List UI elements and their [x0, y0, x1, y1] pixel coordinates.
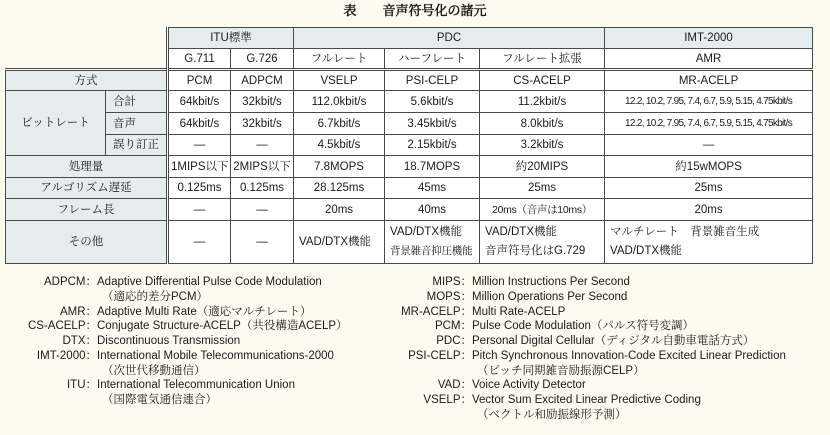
bitrate-total-cell: 32kbit/s — [231, 91, 294, 113]
bitrate-fec-cell: — — [605, 135, 813, 156]
glossary-abbr: MOPS： — [426, 290, 472, 303]
complexity-cell: 7.8MOPS — [294, 156, 385, 178]
glossary-desc: International Telecommunication Union — [97, 379, 295, 392]
other-row — [6, 221, 813, 264]
glossary-desc: Million Instructions Per Second — [472, 276, 630, 288]
row-label-bitrate: ビットレート — [6, 91, 106, 156]
bitrate-total-cell: 64kbit/s — [168, 91, 231, 113]
glossary-desc: Personal Digital Cellular（ディジタル自動車電話方式） — [472, 335, 755, 347]
glossary-entry — [380, 290, 786, 305]
glossary-note: （ベクトル和励振線形予測） — [477, 408, 627, 421]
glossary-entry — [0, 349, 348, 379]
codec-header-g711: G.711 — [168, 49, 231, 70]
delay-cell: 45ms — [385, 178, 480, 199]
frame-cell: 20ms（音声は10ms） — [480, 199, 605, 221]
glossary-abbr: ADPCM： — [43, 276, 97, 288]
bitrate-speech-cell: 8.0kbit/s — [480, 113, 605, 135]
bitrate-total-cell: 11.2kbit/s — [480, 91, 605, 113]
glossary-desc-block — [472, 393, 701, 423]
frame-row — [6, 199, 813, 221]
row-label-bitrate-speech: 音声 — [106, 113, 168, 135]
frame-cell: 20ms — [605, 199, 813, 221]
glossary-desc: Conjugate Structure-ACELP（共役構造ACELP） — [97, 320, 348, 333]
other-cell: — — [168, 221, 231, 264]
glossary-entry — [0, 275, 348, 305]
bitrate-total-row — [6, 91, 813, 113]
bitrate-fec-row — [6, 135, 813, 156]
row-label-complexity: 処理量 — [6, 156, 168, 178]
group-header-imt: IMT-2000 — [605, 28, 813, 49]
glossary-note: （適応的差分PCM） — [102, 290, 209, 303]
row-label-frame: フレーム長 — [6, 199, 168, 221]
delay-cell: 0.125ms — [168, 178, 231, 199]
bitrate-fec-cell: 4.5kbit/s — [294, 135, 385, 156]
method-row — [6, 70, 813, 91]
glossary-entry — [0, 319, 348, 334]
method-cell: MR-ACELP — [605, 70, 813, 91]
other-cell-line: 音声符号化はG.729 — [485, 245, 586, 257]
glossary-desc-block — [97, 275, 322, 305]
glossary-abbr: IMT-2000： — [36, 349, 97, 362]
method-cell: ADPCM — [231, 70, 294, 91]
bitrate-fec-cell: 2.15kbit/s — [385, 135, 480, 156]
codec-header-pdc-full: フルレート — [294, 49, 385, 70]
glossary-desc-block — [97, 349, 334, 379]
row-label-bitrate-total: 合計 — [106, 91, 168, 113]
bitrate-speech-cell: 6.7kbit/s — [294, 113, 385, 135]
glossary-abbr: DTX： — [62, 335, 97, 347]
bitrate-fec-cell: 3.2kbit/s — [480, 135, 605, 156]
glossary-abbr: PCM： — [434, 320, 472, 333]
delay-cell: 0.125ms — [231, 178, 294, 199]
complexity-cell: 約20MIPS — [480, 156, 605, 178]
codec-header-amr: AMR — [605, 49, 813, 70]
complexity-cell: 2MIPS以下 — [231, 156, 294, 178]
bitrate-speech-cell: 3.45kbit/s — [385, 113, 480, 135]
complexity-cell: 1MIPS以下 — [168, 156, 231, 178]
glossary-desc: International Mobile Telecommunications-2000 — [97, 349, 334, 362]
frame-cell: 20ms — [294, 199, 385, 221]
glossary-entry — [380, 349, 786, 379]
glossary-abbr: MR-ACELP： — [401, 305, 472, 318]
glossary-desc-block — [472, 305, 565, 320]
glossary-desc-block — [472, 378, 586, 393]
other-cell-line: 背景雑音抑圧機能 — [390, 245, 473, 257]
delay-row — [6, 178, 813, 199]
glossary-desc-block — [472, 290, 627, 305]
other-cell — [294, 221, 385, 264]
glossary-note: （ピッチ同期雑音励振源CELP） — [477, 364, 645, 377]
group-header-itu: ITU標準 — [168, 28, 294, 49]
complexity-cell: 18.7MOPS — [385, 156, 480, 178]
glossary-desc-block — [472, 349, 786, 379]
method-cell: CS-ACELP — [480, 70, 605, 91]
glossary-desc: Vector Sum Excited Linear Predictive Coding — [472, 394, 701, 406]
other-cell — [385, 221, 480, 264]
other-cell-line: マルチレート 背景雑音生成 — [610, 226, 760, 238]
glossary-desc: Adaptive Multi Rate（適応マルチレート） — [97, 305, 312, 318]
bitrate-total-cell: 112.0kbit/s — [294, 91, 385, 113]
codec-header-pdc-half: ハーフレート — [385, 49, 480, 70]
method-cell: VSELP — [294, 70, 385, 91]
bitrate-fec-cell: — — [168, 135, 231, 156]
glossary-note: （国際電気通信連合） — [102, 394, 217, 406]
glossary-desc-block — [97, 319, 348, 334]
corner-cell — [6, 28, 168, 70]
glossary-desc: Adaptive Differential Pulse Code Modulation — [97, 276, 322, 288]
other-cell-line: VAD/DTX機能 — [485, 226, 557, 238]
glossary-desc-block — [97, 305, 311, 320]
glossary-left-column — [0, 275, 348, 408]
other-cell-line: VAD/DTX機能 — [299, 235, 371, 248]
frame-cell: 40ms — [385, 199, 480, 221]
method-cell: PCM — [168, 70, 231, 91]
glossary-entry — [380, 319, 786, 334]
glossary-abbr: CS-ACELP： — [27, 320, 97, 333]
complexity-cell: 約15wMOPS — [605, 156, 813, 178]
other-cell: — — [231, 221, 294, 264]
glossary-abbr: VSELP： — [423, 394, 472, 406]
other-cell — [605, 221, 813, 264]
glossary-desc-block — [472, 334, 754, 349]
row-label-bitrate-fec: 誤り訂正 — [106, 135, 168, 156]
caption-label: 表 — [343, 3, 357, 18]
row-label-other: その他 — [6, 221, 168, 264]
glossary-desc: Pitch Synchronous Innovation-Code Excited Linear Prediction — [472, 349, 786, 362]
glossary-desc: Discontinuous Transmission — [97, 335, 241, 347]
caption-title: 音声符号化の諸元 — [382, 3, 487, 18]
glossary-abbr: PDC： — [436, 335, 472, 347]
glossary-entry — [0, 378, 348, 408]
glossary-abbr: VAD： — [437, 379, 472, 392]
delay-cell: 28.125ms — [294, 178, 385, 199]
glossary-entry — [0, 334, 348, 349]
glossary-abbr: ITU： — [66, 379, 97, 392]
bitrate-speech-cell: 64kbit/s — [168, 113, 231, 135]
glossary-entry — [380, 305, 786, 320]
table-caption — [0, 2, 830, 19]
glossary-abbr: AMR： — [59, 305, 97, 318]
glossary-entry — [380, 393, 786, 423]
group-header-pdc: PDC — [294, 28, 605, 49]
glossary-desc: Pulse Code Modulation（パルス符号変調） — [472, 320, 695, 333]
glossary-desc: Multi Rate-ACELP — [472, 305, 566, 318]
glossary-desc: Voice Activity Detector — [472, 379, 586, 392]
glossary-desc-block — [97, 334, 240, 349]
bitrate-speech-cell: 12.2, 10.2, 7.95, 7.4, 6.7, 5.9, 5.15, 4.75kbit/s — [605, 113, 813, 135]
codec-header-pdc-enhanced: フルレート拡張 — [480, 49, 605, 70]
delay-cell: 25ms — [605, 178, 813, 199]
complexity-row — [6, 156, 813, 178]
bitrate-total-cell: 12.2, 10.2, 7.95, 7.4, 6.7, 5.9, 5.15, 4.75kbit/s — [605, 91, 813, 113]
glossary-note: （次世代移動通信） — [102, 364, 206, 377]
frame-cell: — — [168, 199, 231, 221]
codec-header-g726: G.726 — [231, 49, 294, 70]
glossary-desc-block — [472, 275, 630, 290]
glossary-entry — [380, 334, 786, 349]
bitrate-speech-row — [6, 113, 813, 135]
row-label-method: 方式 — [6, 70, 168, 91]
bitrate-total-cell: 5.6kbit/s — [385, 91, 480, 113]
other-cell-line: VAD/DTX機能 — [390, 226, 462, 238]
glossary-entry — [380, 275, 786, 290]
row-label-delay: アルゴリズム遅延 — [6, 178, 168, 199]
group-header-row — [6, 28, 813, 49]
glossary-entry — [380, 378, 786, 393]
bitrate-speech-cell: 32kbit/s — [231, 113, 294, 135]
glossary-abbr: PSI-CELP： — [408, 349, 472, 362]
glossary-desc: Million Operations Per Second — [472, 290, 628, 303]
frame-cell: — — [231, 199, 294, 221]
other-cell-line: VAD/DTX機能 — [610, 245, 683, 257]
glossary-desc-block — [472, 319, 694, 334]
glossary-desc-block — [97, 378, 295, 408]
bitrate-fec-cell: — — [231, 135, 294, 156]
method-cell: PSI-CELP — [385, 70, 480, 91]
glossary-abbr: MIPS： — [432, 276, 472, 288]
speech-codec-spec-table — [5, 27, 813, 264]
glossary-entry — [0, 305, 348, 320]
glossary-right-column — [380, 275, 786, 423]
delay-cell: 25ms — [480, 178, 605, 199]
other-cell — [480, 221, 605, 264]
